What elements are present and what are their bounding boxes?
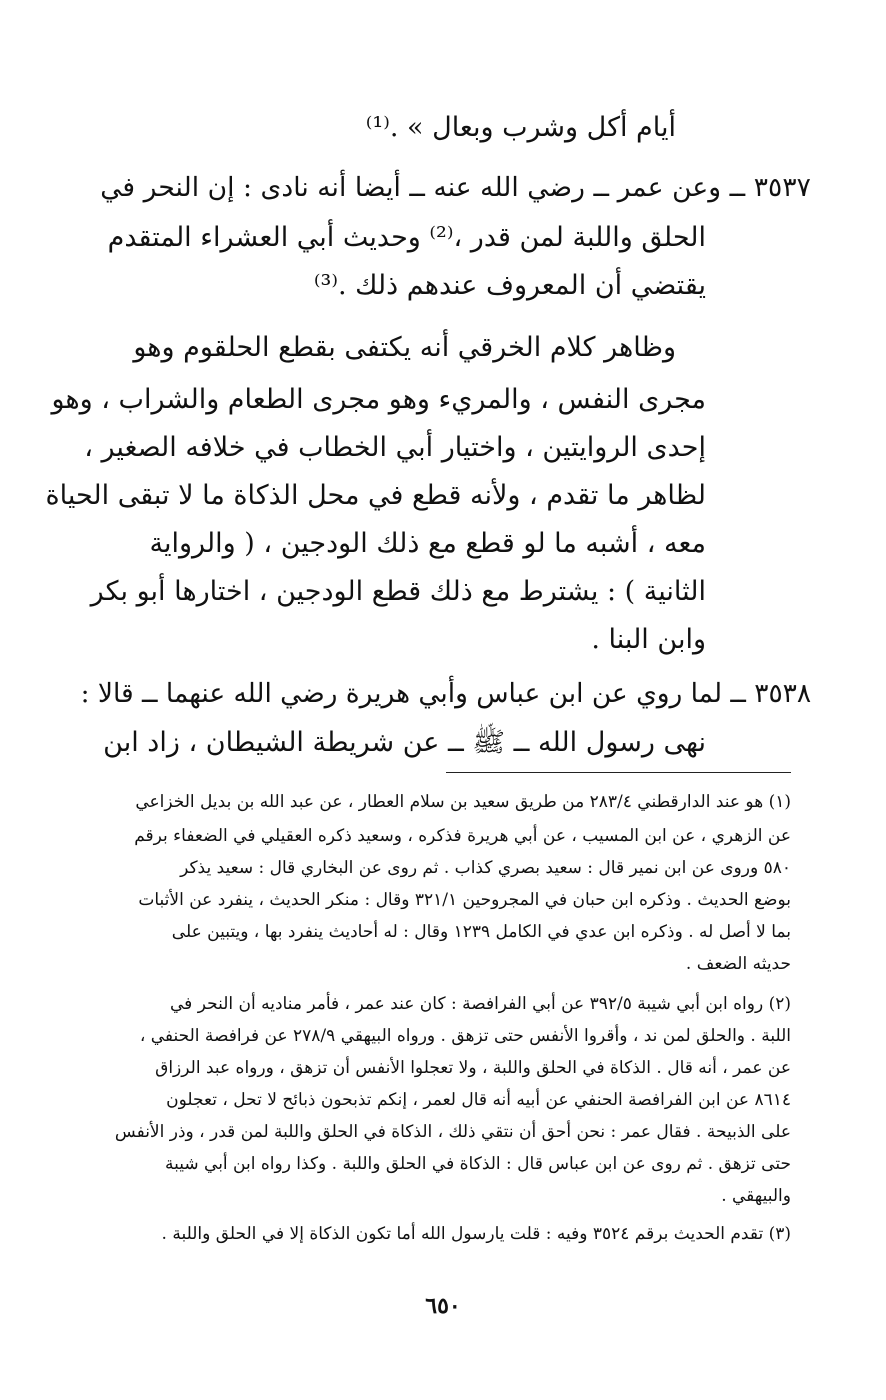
footnote-line: على الذبيحة . فقال عمر : نحن أحق أن نتقي ذلك ، الذكاة في الحلق واللبة لمن قدر ، وذر الأنفس: [114, 1122, 791, 1142]
main-line: الثانية ) : يشترط مع ذلك قطع الودجين ، اختارها أبو بكر: [90, 576, 706, 607]
page-number: ٦٥٠: [425, 1293, 461, 1319]
footnote-line: (٣) تقدم الحديث برقم ٣٥٢٤ وفيه : قلت يارسول الله أما تكون الذكاة إلا في الحلق واللبة .: [161, 1224, 791, 1244]
footnote-line: اللبة . والحلق لمن ند ، وأقروا الأنفس حتى تزهق . ورواه البيهقي ٢٧٨/٩ عن فرافصة الحنفي ،: [139, 1026, 791, 1046]
main-line: الحلق واللبة لمن قدر ،⁽²⁾ وحديث أبي العشراء المتقدم: [107, 222, 706, 253]
footnote-line: حديثه الضعف .: [685, 954, 791, 974]
main-line: وظاهر كلام الخرقي أنه يكتفى بقطع الحلقوم وهو: [133, 332, 676, 363]
main-line: إحدى الروايتين ، واختيار أبي الخطاب في خلافه الصغير ،: [84, 432, 706, 463]
main-line: نهى رسول الله ــ ﷺ ــ عن شريطة الشيطان ، زاد ابن: [103, 727, 706, 758]
hadith-3537-line: ٣٥٣٧ ــ وعن عمر ــ رضي الله عنه ــ أيضا أنه نادى : إن النحر في: [100, 172, 811, 203]
hadith-3538-line: ٣٥٣٨ ــ لما روي عن ابن عباس وأبي هريرة رضي الله عنهما ــ قالا :: [80, 678, 811, 709]
footnote-line: عن عمر ، أنه قال . الذكاة في الحلق واللبة ، ولا تعجلوا الأنفس أن تزهق ، ورواه عبد الرزاق: [155, 1058, 791, 1078]
footnote-line: بما لا أصل له . وذكره ابن عدي في الكامل ١٢٣٩ وقال : له أحاديث ينفرد بها ، ويتبين على: [171, 922, 791, 942]
footnote-line: ٨٦١٤ عن ابن الفرافصة الحنفي عن أبيه أنه قال لعمر ، إنكم تذبحون ذبائح لا تحل ، تعجلون: [166, 1090, 791, 1110]
main-line: وابن البنا .: [591, 624, 706, 655]
footnote-line: (٢) رواه ابن أبي شيبة ٣٩٢/٥ عن أبي الفرافصة : كان عند عمر ، فأمر مناديه أن النحر في: [170, 994, 791, 1014]
footnote-line: ٥٨٠ وروى عن ابن نمير قال : سعيد بصري كذاب . ثم روى عن البخاري قال : سعيد يذكر: [180, 858, 791, 878]
main-line: أيام أكل وشرب وبعال » .⁽¹⁾: [365, 112, 676, 143]
main-line: يقتضي أن المعروف عندهم ذلك .⁽³⁾: [313, 270, 706, 301]
footnote-line: عن الزهري ، عن ابن المسيب ، عن أبي هريرة فذكره ، وسعيد ذكره العقيلي في الضعفاء برقم: [134, 826, 791, 846]
main-line: مجرى النفس ، والمريء وهو مجرى الطعام والشراب ، وهو: [51, 384, 706, 415]
footnote-line: (١) هو عند الدارقطني ٢٨٣/٤ من طريق سعيد بن سلام العطار ، عن عبد الله بن بديل الخزاعي: [135, 792, 791, 812]
footnote-separator: [446, 772, 791, 773]
footnote-line: والبيهقي .: [721, 1186, 791, 1206]
main-line: لظاهر ما تقدم ، ولأنه قطع في محل الذكاة ما لا تبقى الحياة: [45, 480, 706, 511]
footnote-line: حتى تزهق . ثم روى عن ابن عباس قال : الذكاة في الحلق واللبة . وكذا رواه ابن أبي شيبة: [165, 1154, 791, 1174]
footnote-line: بوضع الحديث . وذكره ابن حبان في المجروحين ٣٢١/١ وقال : منكر الحديث ، ينفرد عن الأثبات: [138, 890, 791, 910]
main-line: معه ، أشبه ما لو قطع مع ذلك الودجين ، ( والرواية: [149, 528, 706, 559]
